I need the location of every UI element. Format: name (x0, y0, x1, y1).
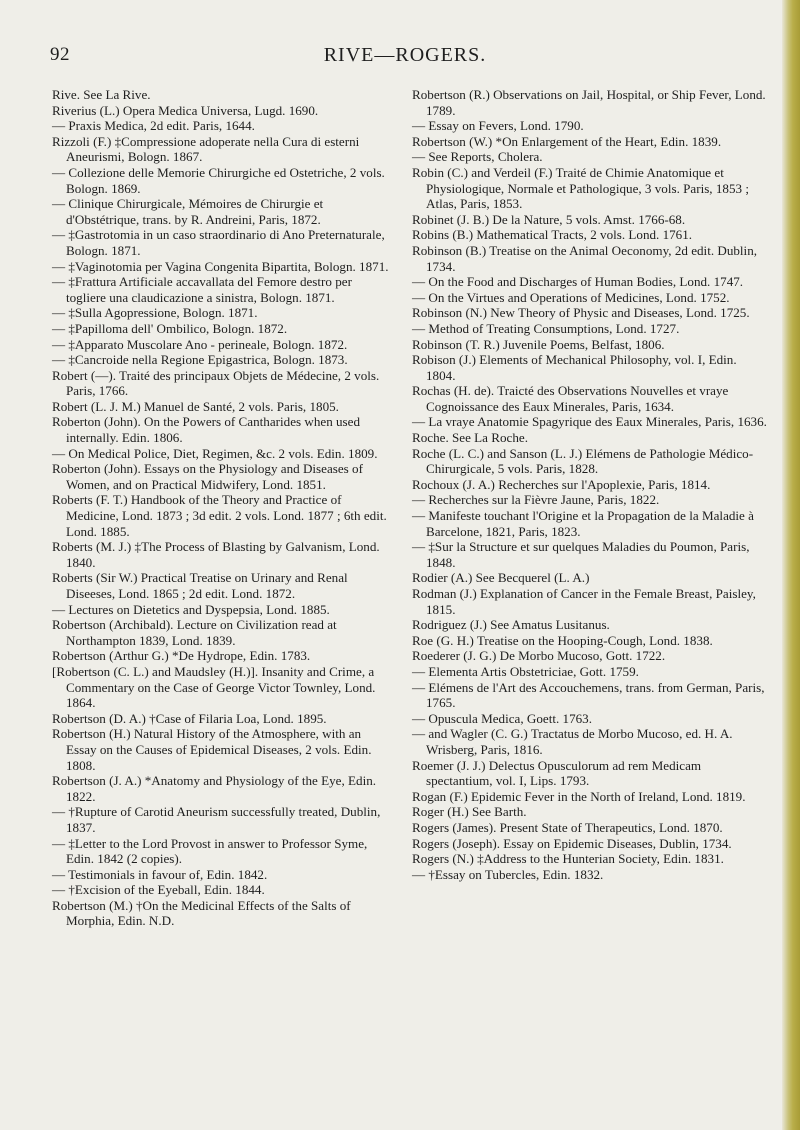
index-entry: — †Excision of the Eyeball, Edin. 1844. (52, 882, 265, 898)
index-entry: Roberton (John). On the Powers of Cantharides when used internally. Edin. 1806. (52, 414, 361, 446)
index-entry: Roe (G. H.) Treatise on the Hooping-Cough, Lond. 1838. (412, 632, 713, 648)
index-entry: — ‡Cancroide nella Regione Epigastrica, Bologn. 1873. (52, 352, 348, 368)
index-entry: Roche (L. C.) and Sanson (L. J.) Elémens de Pathologie Médico-Chirurgicale, 5 vols. Paris, 1828. (412, 445, 754, 477)
index-entry: — ‡Apparato Muscolare Ano - perineale, Bologn. 1872. (52, 336, 348, 352)
index-entry: Robertson (J. A.) *Anatomy and Physiology of the Eye, Edin. 1822. (52, 773, 377, 804)
index-entry: — ‡Sulla Agopressione, Bologn. 1871. (52, 305, 258, 321)
index-entry: — Manifeste touchant l'Origine et la Propagation de la Maladie à Barcelone, 1821, Paris, 1823. (412, 508, 754, 539)
index-entry: — Testimonials in favour of, Edin. 1842. (52, 866, 268, 882)
index-entry: Roemer (J. J.) Delectus Opusculorum ad rem Medicam spectantium, vol. I, Lips. 1793. (412, 757, 702, 789)
index-entry: — ‡Letter to the Lord Provost in answer to Professor Syme, Edin. 1842 (2 copies). (52, 835, 368, 867)
index-entry: — ‡Frattura Artificiale accavallata del Femore destro per togliere una claudicazione a sinistra, Bologn. 1871. (52, 274, 352, 305)
index-entry: — On the Virtues and Operations of Medicines, Lond. 1752. (412, 289, 730, 305)
index-entry: — †Rupture of Carotid Aneurism successfully treated, Dublin, 1837. (52, 804, 381, 835)
page-number: 92 (50, 44, 70, 65)
index-entry: Robertson (M.) †On the Medicinal Effects of the Salts of Morphia, Edin. N.D. (52, 897, 351, 929)
index-entry: Rogers (N.) ‡Address to the Hunterian Society, Edin. 1831. (412, 851, 724, 867)
index-entry: Rodier (A.) See Becquerel (L. A.) (412, 570, 590, 586)
index-entry: Robinson (B.) Treatise on the Animal Oeconomy, 2d edit. Dublin, 1734. (412, 242, 758, 274)
index-entry: Roger (H.) See Barth. (412, 804, 527, 820)
index-entry: Roederer (J. G.) De Morbo Mucoso, Gott. 1722. (412, 648, 666, 664)
index-entry: Rogers (James). Present State of Therapeutics, Lond. 1870. (412, 819, 723, 835)
index-entry: Rive. See La Rive. (52, 87, 151, 102)
index-entry: Robins (B.) Mathematical Tracts, 2 vols. Lond. 1761. (412, 227, 693, 243)
index-entry: Robertson (Arthur G.) *De Hydrope, Edin. 1783. (52, 648, 311, 664)
index-entry: Robinson (T. R.) Juvenile Poems, Belfast, 1806. (412, 336, 665, 352)
index-entry: — Method of Treating Consumptions, Lond. 1727. (412, 320, 680, 336)
index-entry: Roberts (Sir W.) Practical Treatise on Urinary and Renal Diseeses, Lond. 1865 ; 2d edit. Lond. 1872. (52, 570, 348, 601)
index-entry: — On the Food and Discharges of Human Bodies, Lond. 1747. (412, 274, 744, 290)
index-entry: Rizzoli (F.) ‡Compressione adoperate nella Cura di esterni Aneurismi, Bologn. 1867. (52, 133, 360, 165)
index-entry: — Recherches sur la Fièvre Jaune, Paris, 1822. (412, 492, 660, 508)
index-entry: — Collezione delle Memorie Chirurgiche ed Ostetriche, 2 vols. Bologn. 1869. (52, 164, 385, 196)
index-entry: — La vraye Anatomie Spagyrique des Eaux Minerales, Paris, 1636. (412, 414, 767, 430)
index-entry: — Lectures on Dietetics and Dyspepsia, Lond. 1885. (52, 601, 330, 617)
index-entry: — ‡Gastrotomia in un caso straordinario di Ano Preternaturale, Bologn. 1871. (52, 227, 385, 258)
index-entry: Robertson (D. A.) †Case of Filaria Loa, Lond. 1895. (52, 710, 327, 726)
index-entry: Rodman (J.) Explanation of Cancer in the Female Breast, Paisley, 1815. (412, 586, 756, 617)
index-entry: — Elémens de l'Art des Accouchemens, trans. from German, Paris, 1765. (412, 679, 765, 711)
index-entry: — Essay on Fevers, Lond. 1790. (412, 118, 584, 134)
index-entry: Robinson (N.) New Theory of Physic and Diseases, Lond. 1725. (412, 305, 750, 321)
index-entry: — On Medical Police, Diet, Regimen, &c. 2 vols. Edin. 1809. (52, 445, 378, 461)
index-entry: Rochoux (J. A.) Recherches sur l'Apoplexie, Paris, 1814. (412, 476, 711, 492)
index-entry: Robin (C.) and Verdeil (F.) Traité de Chimie Anatomique et Physiologique, Normale et Pathologique, 3 vols. Paris, 1853 ; Atlas, Paris, 1853. (412, 164, 749, 212)
index-entry: Riverius (L.) Opera Medica Universa, Lugd. 1690. (52, 102, 319, 118)
index-entry: — Opuscula Medica, Goett. 1763. (412, 710, 593, 726)
index-entry: Robertson (R.) Observations on Jail, Hospital, or Ship Fever, Lond. 1789. (412, 87, 766, 118)
index-entry: — Clinique Chirurgicale, Mémoires de Chirurgie et d'Obstétrique, trans. by R. Andreini, Paris, 1872. (52, 196, 324, 227)
index-entry: Robison (J.) Elements of Mechanical Philosophy, vol. I, Edin. 1804. (412, 352, 737, 383)
page-edge (782, 0, 800, 1130)
index-entry: Robertson (Archibald). Lecture on Civilization read at Northampton 1839, Lond. 1839. (52, 617, 337, 648)
index-entry: Robertson (H.) Natural History of the Atmosphere, with an Essay on the Causes of Epidemical Diseases, 2 vols. Edin. 1808. (52, 726, 372, 773)
index-entry: Roche. See La Roche. (412, 430, 528, 446)
index-entry: — Praxis Medica, 2d edit. Paris, 1644. (52, 118, 255, 134)
index-entry: — ‡Vaginotomia per Vagina Congenita Bipartita, Bologn. 1871. (52, 258, 389, 274)
index-entry: Rodriguez (J.) See Amatus Lusitanus. (412, 617, 610, 633)
index-entry: Robert (L. J. M.) Manuel de Santé, 2 vols. Paris, 1805. (52, 398, 339, 414)
index-entry: Roberts (F. T.) Handbook of the Theory and Practice of Medicine, Lond. 1873 ; 3d edit. 2 vols. Lond. 1877 ; 6th edit. Lond. 1885. (52, 492, 387, 539)
index-entry: — Elementa Artis Obstetriciae, Gott. 1759. (412, 663, 639, 679)
index-entry: [Robertson (C. L.) and Maudsley (H.)]. Insanity and Crime, a Commentary on the Case of George Victor Townley, Lond. 1864. (52, 663, 376, 711)
index-entry: Robinet (J. B.) De la Nature, 5 vols. Amst. 1766-68. (412, 211, 686, 227)
right-column (412, 87, 767, 882)
index-entry: Robertson (W.) *On Enlargement of the Heart, Edin. 1839. (412, 133, 722, 149)
index-entry: Roberts (M. J.) ‡The Process of Blasting by Galvanism, Lond. 1840. (52, 539, 380, 570)
index-entry: Robert (—). Traité des principaux Objets de Médecine, 2 vols. Paris, 1766. (52, 367, 380, 399)
index-entry: — ‡Papilloma dell' Ombilico, Bologn. 1872. (52, 320, 288, 336)
page-header (50, 44, 760, 68)
index-entry: Roberton (John). Essays on the Physiology and Diseases of Women, and on Practical Midwifery, Lond. 1851. (52, 461, 363, 492)
index-entry: Rogers (Joseph). Essay on Epidemic Diseases, Dublin, 1734. (412, 835, 732, 851)
left-column (52, 87, 392, 929)
index-entry: — ‡Sur la Structure et sur quelques Maladies du Poumon, Paris, 1848. (412, 539, 750, 570)
index-entry: — †Essay on Tubercles, Edin. 1832. (412, 866, 604, 882)
index-entry: — and Wagler (C. G.) Tractatus de Morbo Mucoso, ed. H. A. Wrisberg, Paris, 1816. (412, 726, 733, 757)
index-entry: — See Reports, Cholera. (412, 149, 543, 165)
running-title: RIVE—ROGERS. (323, 44, 487, 66)
index-entry: Rochas (H. de). Traicté des Observations Nouvelles et vraye Cognoissance des Eaux Minerales, Paris, 1634. (412, 383, 729, 414)
index-entry: Rogan (F.) Epidemic Fever in the North of Ireland, Lond. 1819. (412, 788, 746, 804)
